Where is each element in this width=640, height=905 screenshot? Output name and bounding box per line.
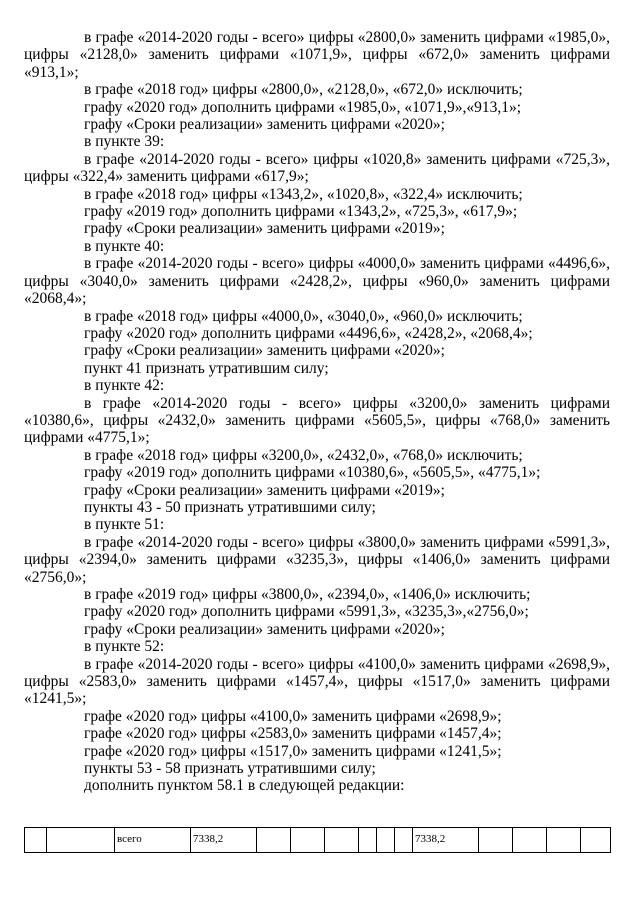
paragraph: в пункте 51: bbox=[84, 516, 165, 534]
paragraph: пункт 41 признать утратившим силу; bbox=[84, 359, 329, 377]
paragraph: в графе «2014-2020 годы - всего» цифры «4000,0» заменить цифрами «4496,6», цифры «3040,0» заменить цифрами «2428,2», цифры «960,0» заменить цифрами «2068,4»; bbox=[24, 255, 610, 308]
paragraph: в пункте 52: bbox=[84, 638, 165, 656]
paragraph: графу «Сроки реализации» заменить цифрами «2019»; bbox=[84, 220, 445, 238]
paragraph: графу «Сроки реализации» заменить цифрами «2019»; bbox=[84, 481, 445, 499]
paragraph: в графе «2014-2020 годы - всего» цифры «1020,8» заменить цифрами «725,3», цифры «322,4» заменить цифрами «617,9»; bbox=[24, 150, 610, 186]
paragraph: пункты 43 - 50 признать утратившими силу; bbox=[84, 498, 376, 516]
table-cell bbox=[47, 828, 115, 853]
table-cell bbox=[581, 828, 611, 853]
paragraph: в графе «2014-2020 годы - всего» цифры «4100,0» заменить цифрами «2698,9», цифры «2583,0» заменить цифрами «1457,4», цифры «1517,0» заменить цифрами «1241,5»; bbox=[24, 655, 610, 708]
paragraph: пункты 53 - 58 признать утратившими силу; bbox=[84, 760, 376, 778]
table-cell bbox=[513, 828, 547, 853]
table-cell bbox=[291, 828, 325, 853]
paragraph: в графе «2018 год» цифры «4000,0», «3040,0», «960,0» исключить; bbox=[84, 307, 523, 325]
document-body bbox=[24, 29, 610, 795]
table-cell bbox=[395, 828, 413, 853]
paragraph: графу «2020 год» дополнить цифрами «5991,3», «3235,3»,«2756,0»; bbox=[84, 603, 529, 621]
table-cell: всего bbox=[115, 828, 191, 853]
paragraph: графу «Сроки реализации» заменить цифрами «2020»; bbox=[84, 342, 445, 360]
paragraph: графе «2020 год» цифры «4100,0» заменить цифрами «2698,9»; bbox=[84, 707, 502, 725]
paragraph: в графе «2018 год» цифры «2800,0», «2128,0», «672,0» исключить; bbox=[84, 81, 523, 99]
paragraph: в графе «2014-2020 годы - всего» цифры «3200,0» заменить цифрами «10380,6», цифры «2432,0» заменить цифрами «5605,5», цифры «768,0» заменить цифрами «4775,1»; bbox=[24, 394, 610, 447]
paragraph: в графе «2019 год» цифры «3800,0», «2394,0», «1406,0» исключить; bbox=[84, 586, 531, 603]
table-cell bbox=[325, 828, 359, 853]
data-table bbox=[24, 827, 611, 853]
table-cell: 7338,2 bbox=[413, 828, 479, 853]
table-cell bbox=[257, 828, 291, 853]
paragraph: графе «2020 год» цифры «1517,0» заменить цифрами «1241,5»; bbox=[84, 742, 502, 760]
paragraph: в пункте 42: bbox=[84, 377, 165, 395]
paragraph: графу «Сроки реализации» заменить цифрами «2020»; bbox=[84, 620, 445, 638]
paragraph: графу «2020 год» дополнить цифрами «4496,6», «2428,2», «2068,4»; bbox=[84, 324, 533, 342]
paragraph: в графе «2014-2020 годы - всего» цифры «3800,0» заменить цифрами «5991,3», цифры «2394,0» заменить цифрами «3235,3», цифры «1406,0» заменить цифрами «2756,0»; bbox=[24, 533, 610, 586]
paragraph: графе «2020 год» цифры «2583,0» заменить цифрами «1457,4»; bbox=[84, 725, 502, 743]
table-cell bbox=[479, 828, 513, 853]
table-cell bbox=[547, 828, 581, 853]
table-cell bbox=[377, 828, 395, 853]
paragraph: дополнить пунктом 58.1 в следующей редакции: bbox=[84, 777, 405, 795]
paragraph: графу «2019 год» дополнить цифрами «1343,2», «725,3», «617,9»; bbox=[84, 203, 518, 221]
paragraph: графу «2019 год» дополнить цифрами «10380,6», «5605,5», «4775,1»; bbox=[84, 464, 541, 482]
table-row bbox=[25, 828, 611, 853]
paragraph: в графе «2018 год» цифры «3200,0», «2432,0», «768,0» исключить; bbox=[84, 446, 523, 464]
table-cell: 7338,2 bbox=[191, 828, 257, 853]
table-cell bbox=[359, 828, 377, 853]
paragraph: графу «2020 год» дополнить цифрами «1985,0», «1071,9»,«913,1»; bbox=[84, 98, 521, 116]
paragraph: в графе «2018 год» цифры «1343,2», «1020,8», «322,4» исключить; bbox=[84, 185, 523, 203]
table-cell bbox=[25, 828, 47, 853]
paragraph: графу «Сроки реализации» заменить цифрами «2020»; bbox=[84, 116, 445, 134]
paragraph: в графе «2014-2020 годы - всего» цифры «2800,0» заменить цифрами «1985,0», цифры «2128,0» заменить цифрами «1071,9», цифры «672,0» заменить цифрами «913,1»; bbox=[24, 29, 610, 81]
paragraph: в пункте 39: bbox=[84, 133, 165, 151]
paragraph: в пункте 40: bbox=[84, 237, 165, 255]
